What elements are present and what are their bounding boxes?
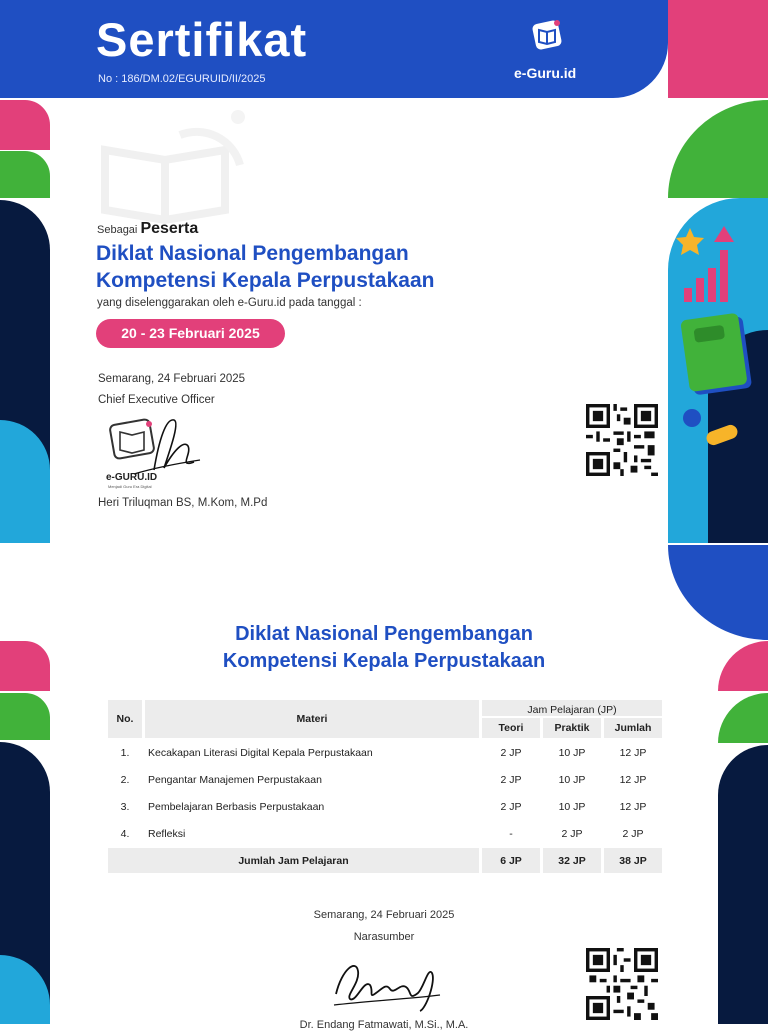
row-jumlah: 12 JP bbox=[619, 746, 647, 759]
stamp-brand: e-GURU.ID bbox=[106, 472, 158, 483]
e-guru-logo-icon bbox=[528, 16, 566, 54]
brand-name: e-Guru.id bbox=[514, 65, 577, 81]
row-praktik: 2 JP bbox=[561, 827, 583, 840]
date-badge: 20 - 23 Februari 2025 bbox=[96, 319, 285, 348]
certificate-title: Sertifikat bbox=[96, 13, 308, 66]
role-prefix: Sebagai bbox=[97, 224, 138, 236]
syllabus-signer-name: Dr. Endang Fatmawati, M.Si., M.A. bbox=[299, 1019, 469, 1031]
lesson-hours-table bbox=[105, 698, 665, 875]
row-no: 1. bbox=[120, 746, 130, 759]
row-no: 2. bbox=[120, 773, 130, 786]
header-materi: Materi bbox=[145, 700, 479, 738]
syllabus-course-line1: Diklat Nasional Pengembangan bbox=[235, 623, 533, 645]
row-materi: Pengantar Manajemen Perpustakaan bbox=[148, 773, 322, 786]
course-title bbox=[96, 240, 434, 294]
row-no: 3. bbox=[120, 800, 130, 813]
row-teori: 2 JP bbox=[500, 773, 522, 786]
syllabus-page bbox=[0, 545, 768, 1031]
row-jumlah: 12 JP bbox=[619, 773, 647, 786]
education-illustration bbox=[672, 220, 768, 450]
role-line bbox=[97, 220, 198, 238]
syllabus-place-date: Semarang, 24 Februari 2025 bbox=[313, 909, 455, 921]
left-decoration-2 bbox=[0, 545, 60, 1024]
row-teori: 2 JP bbox=[500, 746, 522, 759]
row-jumlah: 12 JP bbox=[619, 800, 647, 813]
row-teori: 2 JP bbox=[500, 800, 522, 813]
row-jumlah: 2 JP bbox=[622, 827, 644, 840]
signer-name: Heri Triluqman BS, M.Kom, M.Pd bbox=[98, 497, 268, 509]
star-icon bbox=[676, 228, 704, 255]
row-materi: Kecakapan Literasi Digital Kepala Perpustakaan bbox=[148, 746, 373, 759]
header-no: No. bbox=[108, 700, 142, 738]
row-teori: - bbox=[509, 827, 513, 840]
sign-place-date: Semarang, 24 Februari 2025 bbox=[98, 373, 246, 385]
certificate-number: No : 186/DM.02/EGURUID/II/2025 bbox=[98, 73, 266, 85]
qr-code-icon bbox=[586, 404, 658, 476]
total-praktik: 32 JP bbox=[543, 848, 601, 873]
row-materi: Refleksi bbox=[148, 827, 186, 840]
table-row bbox=[108, 740, 662, 765]
row-materi: Pembelajaran Berbasis Perpustakaan bbox=[148, 800, 325, 813]
syllabus-signer-title: Narasumber bbox=[353, 931, 415, 943]
total-row bbox=[108, 848, 662, 873]
header-praktik: Praktik bbox=[543, 718, 601, 738]
total-teori: 6 JP bbox=[482, 848, 540, 873]
table-row bbox=[108, 794, 662, 819]
row-praktik: 10 JP bbox=[558, 773, 586, 786]
table-row bbox=[108, 767, 662, 792]
syllabus-course-title bbox=[0, 621, 768, 675]
table-row bbox=[108, 821, 662, 846]
total-jumlah: 38 JP bbox=[604, 848, 662, 873]
header-jp: Jam Pelajaran (JP) bbox=[482, 700, 662, 716]
organizer-text: yang diselenggarakan oleh e-Guru.id pada tanggal : bbox=[97, 297, 362, 309]
signer-title: Chief Executive Officer bbox=[98, 394, 215, 406]
course-title-line2: Kompetensi Kepala Perpustakaan bbox=[96, 269, 435, 292]
narasumber-signature bbox=[328, 949, 444, 1019]
qr-code-icon bbox=[586, 948, 658, 1020]
row-no: 4. bbox=[120, 827, 130, 840]
header-teori: Teori bbox=[482, 718, 540, 738]
book-icon bbox=[680, 312, 752, 396]
row-praktik: 10 JP bbox=[558, 746, 586, 759]
watermark-logo bbox=[100, 105, 250, 215]
header-jumlah: Jumlah bbox=[604, 718, 662, 738]
role-value: Peserta bbox=[140, 220, 199, 237]
stamp-tagline: Menjadi Guru Era Digital bbox=[108, 484, 152, 489]
right-decoration-2 bbox=[668, 545, 768, 1024]
course-title-line1: Diklat Nasional Pengembangan bbox=[96, 242, 409, 265]
total-label: Jumlah Jam Pelajaran bbox=[108, 848, 479, 873]
syllabus-course-line2: Kompetensi Kepala Perpustakaan bbox=[222, 650, 546, 672]
row-praktik: 10 JP bbox=[558, 800, 586, 813]
